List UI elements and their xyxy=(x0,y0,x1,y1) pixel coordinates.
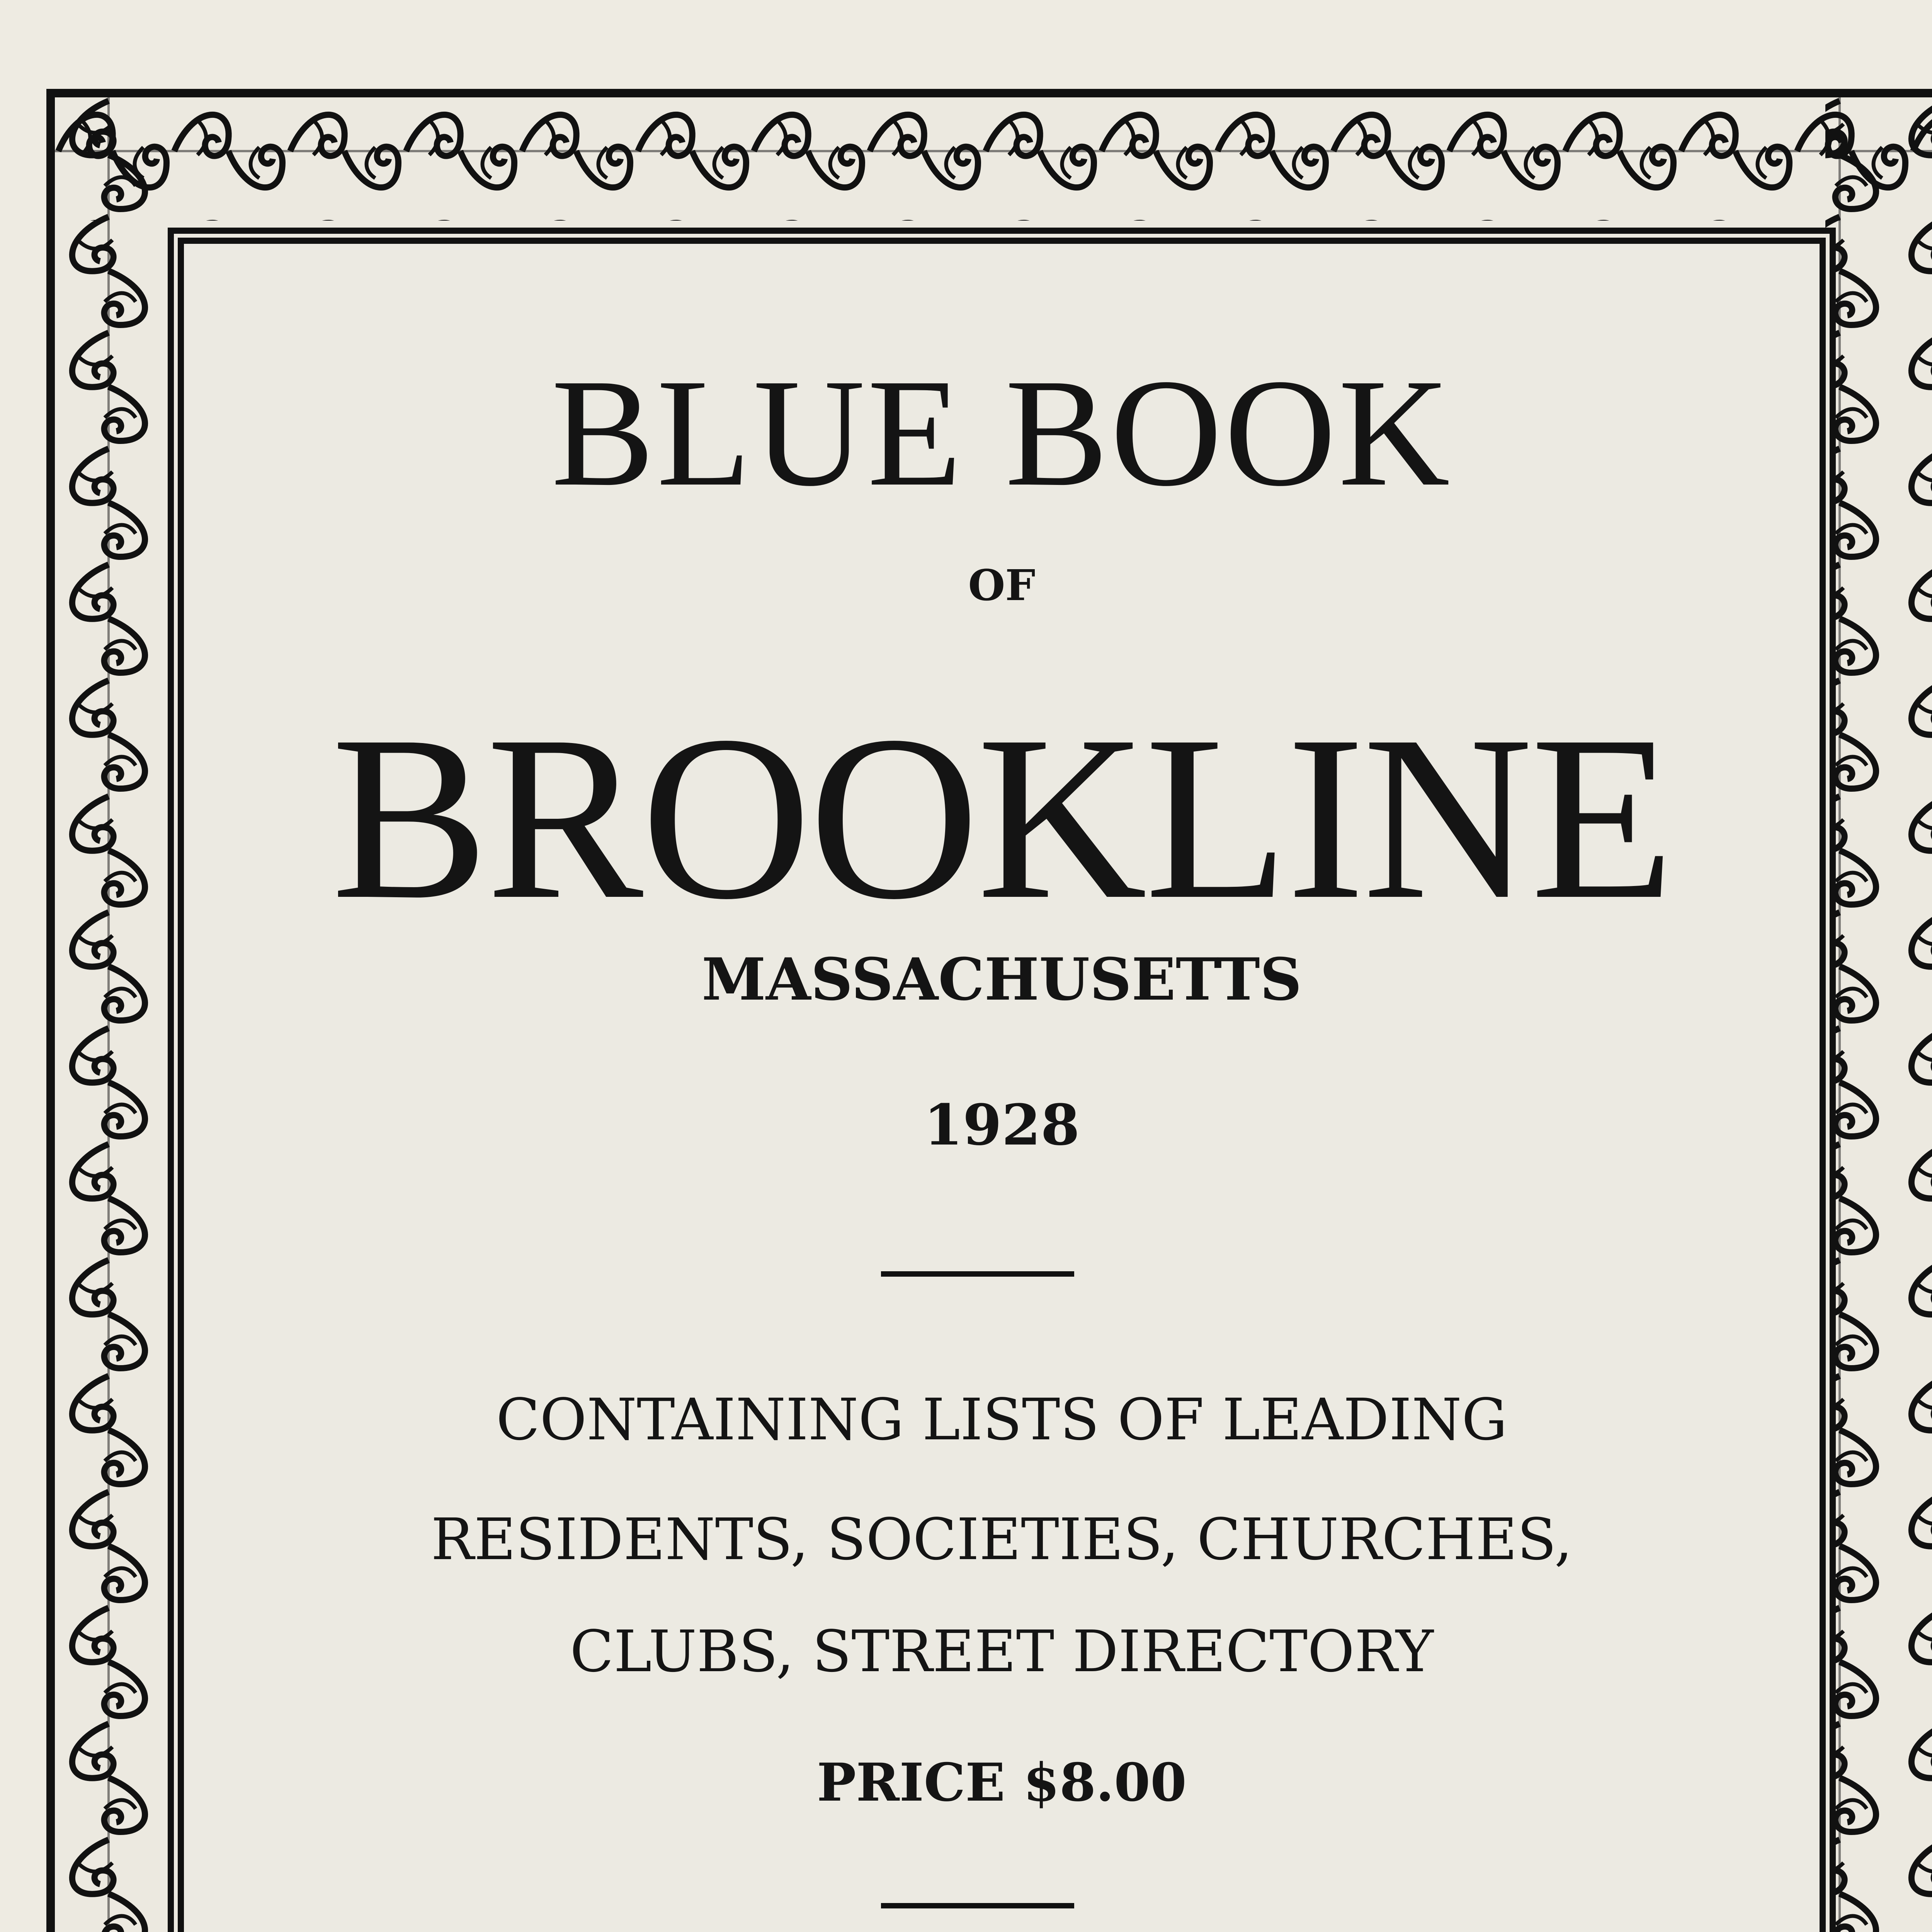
description-line-2: RESIDENTS, SOCIETIES, CHURCHES, xyxy=(431,1506,1573,1573)
title-brookline: BROOKLINE xyxy=(331,687,1672,948)
description-line-3: CLUBS, STREET DIRECTORY xyxy=(570,1618,1434,1685)
description-line-1: CONTAINING LISTS OF LEADING xyxy=(496,1386,1508,1453)
price-label: PRICE $8.00 xyxy=(817,1752,1187,1813)
title-state: MASSACHUSETTS xyxy=(702,946,1302,1014)
title-year: 1928 xyxy=(923,1092,1080,1158)
title-of: OF xyxy=(968,560,1036,610)
divider-rule xyxy=(881,1271,1074,1277)
divider-rule xyxy=(881,1903,1074,1908)
title-blue-book: BLUE BOOK xyxy=(551,347,1452,518)
